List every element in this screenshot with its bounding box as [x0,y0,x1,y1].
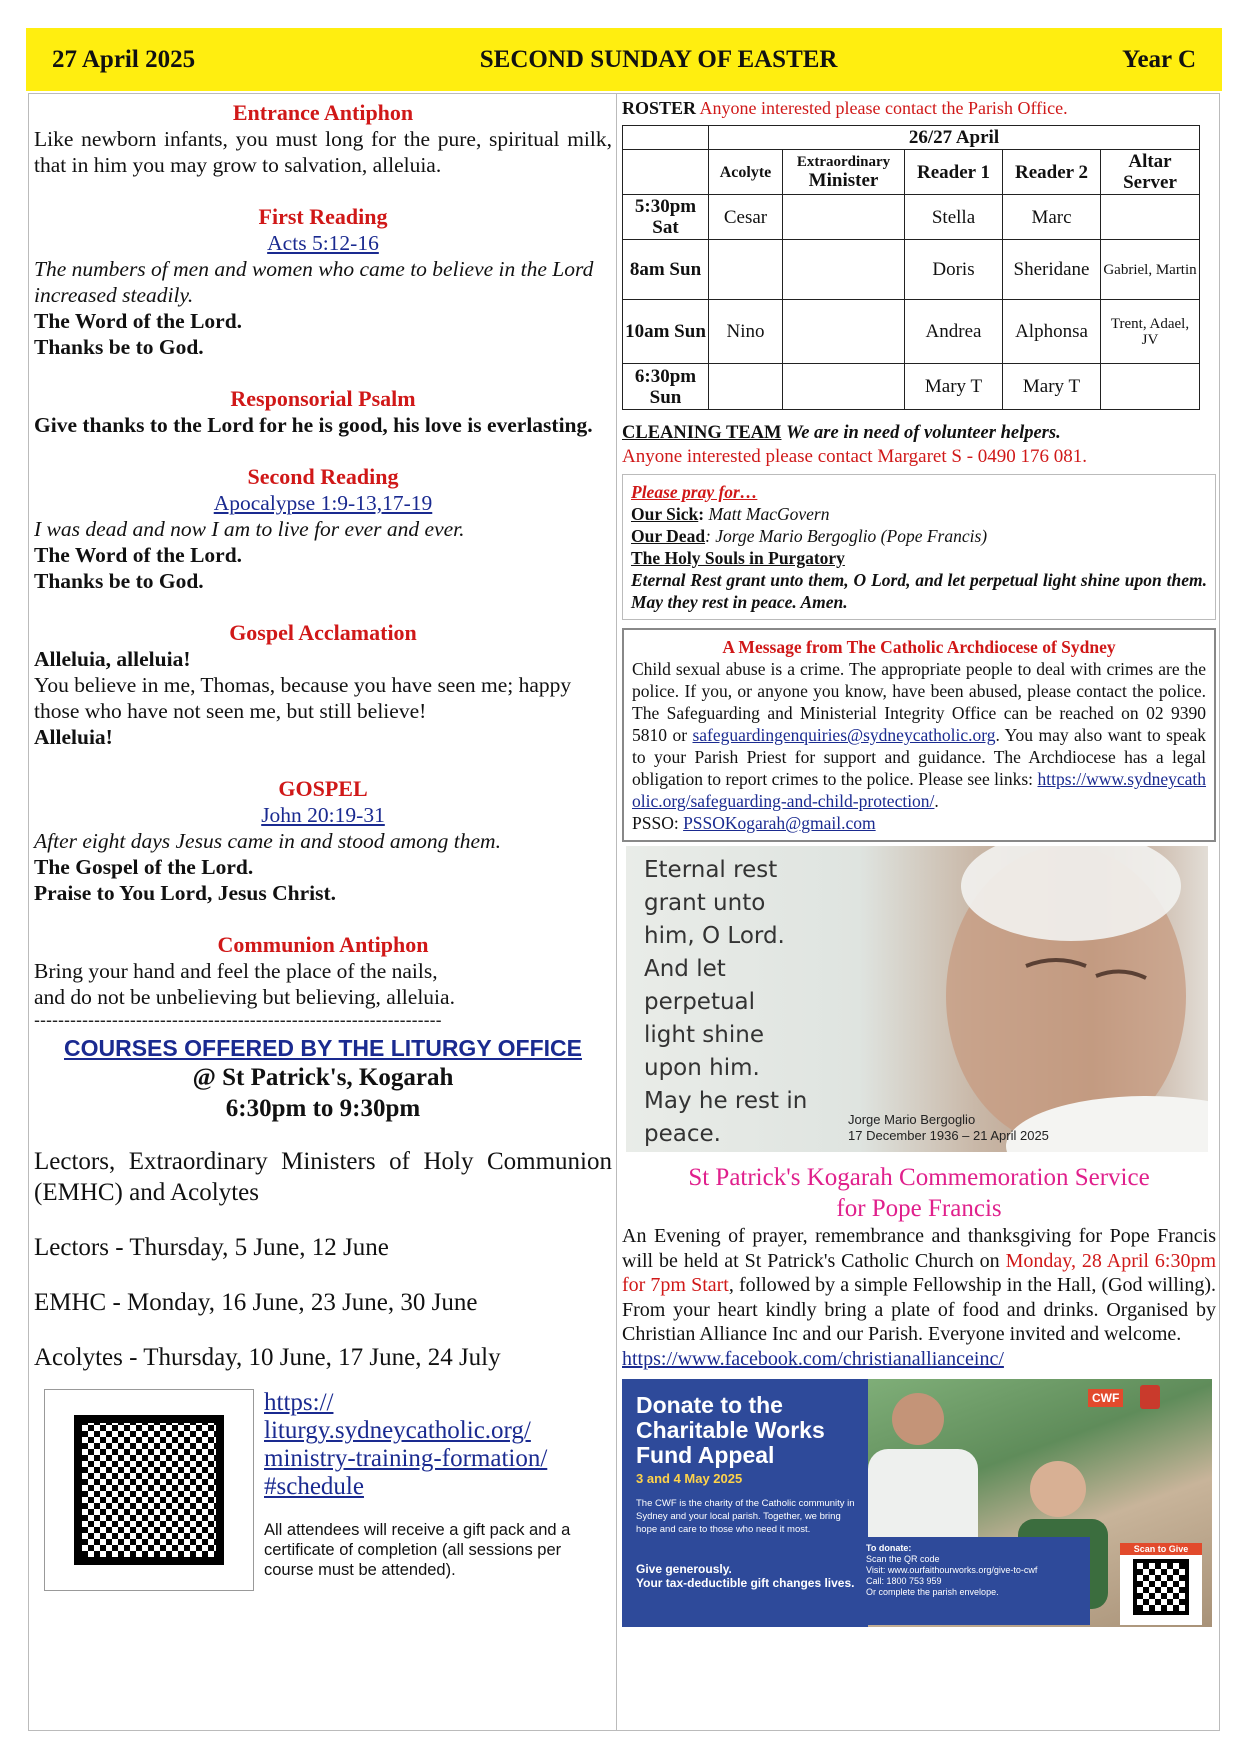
second-reading-summary: I was dead and now I am to live for ever and ever. [34,517,465,541]
pope-line: Eternal rest [644,857,778,883]
row-acolyte: Nino [709,300,783,364]
cwf-donate-label: To donate: [866,1543,912,1553]
dead-names: Jorge Mario Bergoglio (Pope Francis) [715,526,988,546]
gospel-heading: GOSPEL [278,776,368,801]
sick-names: Matt MacGovern [708,504,830,524]
pope-dates-caption: 17 December 1936 – 21 April 2025 [848,1128,1049,1143]
cwf-dates: 3 and 4 May 2025 [636,1471,743,1486]
row-reader-2: Alphonsa [1003,300,1101,364]
psalm-heading: Responsorial Psalm [230,386,416,411]
courses-qr-frame [44,1389,254,1591]
holy-souls: The Holy Souls in Purgatory [631,548,845,568]
commemoration-datetime: Monday, 28 April 6:30pm for 7pm Start [622,1249,1217,1296]
header-bar [26,28,1222,91]
dead-label: Our Dead [631,526,706,546]
first-reading-heading: First Reading [258,204,388,229]
communion-line-1: Bring your hand and feel the place of the nails, [34,959,438,983]
acclamation-heading: Gospel Acclamation [229,620,417,645]
second-reading-heading: Second Reading [247,464,399,489]
row-mass-time: 6:30pm Sun [623,364,709,410]
schedule-link-2[interactable]: liturgy.sydneycatholic.org/ [264,1417,531,1444]
row-mass-time: 10am Sun [623,300,709,364]
commemoration-text-1: An Evening of prayer, remembrance and thanksgiving for Pope Francis will be held at St Patrick's Catholic Church on [622,1225,1216,1272]
roster-note: Anyone interested please contact the Parish Office. [699,98,1068,118]
cleaning-need: We are in need of volunteer helpers. [786,423,1061,443]
pope-line: upon him. [644,1055,760,1081]
schedule-link-4[interactable]: #schedule [264,1473,364,1500]
psso-label: PSSO: [632,813,679,833]
cwf-title-1: Donate to the [636,1392,783,1418]
commemoration-text-2: , followed by a simple Fellowship in the Hall, (God willing). From your heart kindly bring a plate of food and drinks. Organised by Christian Alliance Inc and our Parish. Everyone invited and welcome. [622,1274,1216,1345]
first-reading-summary: The numbers of men and women who came to believe in the Lord increased steadily. [34,257,594,307]
roster-label: ROSTER [622,98,697,118]
second-reading-link[interactable]: Apocalypse 1:9-13,17-19 [213,491,433,515]
row-reader-1: Andrea [905,300,1003,364]
christian-alliance-link[interactable]: https://www.facebook.com/christianallianceinc/ [622,1347,1004,1370]
eternal-rest-prayer: Eternal Rest grant unto them, O Lord, and let perpetual light shine upon them. May they rest in peace. Amen. [631,570,1207,612]
courses-lectors: Lectors - Thursday, 5 June, 12 June [34,1234,389,1261]
col-extraordinary: Extraordinary [796,153,891,170]
first-reading-word: The Word of the Lord. [34,309,243,333]
gospel-word: The Gospel of the Lord. [34,855,254,879]
gospel-link[interactable]: John 20:19-31 [261,803,385,827]
cwf-appeal-banner [622,1379,1212,1627]
cwf-donate-2: Visit: www.ourfaithourworks.org/give-to-cwf [866,1565,1038,1575]
communion-line-2: and do not be unbelieving but believing, alleluia. [34,985,455,1009]
row-acolyte: Cesar [709,195,783,240]
pope-line: And let [644,956,726,982]
commemoration-body [622,1224,1216,1347]
col-minister: Minister [808,169,879,191]
column-divider [616,93,617,1731]
acclamation-alleluia: Alleluia, alleluia! [34,647,191,671]
row-server [1101,195,1200,240]
table-row [623,364,1200,410]
sick-label: Our Sick [631,504,699,524]
cwf-donate-3: Call: 1800 753 959 [866,1576,942,1586]
row-reader-2: Mary T [1003,364,1101,410]
section-divider: -------------------------------------------------------------------- [34,1010,442,1030]
row-server [1101,364,1200,410]
row-em [783,300,905,364]
row-reader-1: Stella [905,195,1003,240]
notices-column [622,98,1216,1627]
row-reader-1: Mary T [905,364,1003,410]
col-reader-1: Reader 1 [905,150,1003,195]
cwf-body: The CWF is the charity of the Catholic community in Sydney and your local parish. Together, we bring hope and care to those who need it most. [636,1498,855,1535]
entrance-heading: Entrance Antiphon [232,100,414,125]
row-em [783,240,905,300]
row-em [783,364,905,410]
first-reading-link[interactable]: Acts 5:12-16 [267,231,379,255]
cleaning-label: CLEANING TEAM [622,423,782,443]
col-acolyte: Acolyte [709,150,783,195]
row-reader-2: Marc [1003,195,1101,240]
qr-code-icon[interactable] [74,1415,224,1565]
catholic-archdiocese-logo-icon [1140,1385,1160,1409]
courses-venue: @ St Patrick's, Kogarah [192,1064,454,1091]
pope-memorial-image [626,846,1208,1152]
courses-intro: Lectors, Extraordinary Ministers of Holy Communion (EMHC) and Acolytes [34,1148,612,1206]
cwf-logo: CWF [1088,1389,1123,1407]
pope-line: peace. [644,1121,721,1147]
archdiocese-message: A Message from The Catholic Archdiocese of Sydney Child sexual abuse is a crime. The appropriate people to deal with crimes are the police. If you, or anyone you know, have been abused, please contact the police. The Safeguarding and Ministerial Integrity Office can be reached on 02 9390 5810 or safeguardingenquiries@sydneycatholic.org. You may also want to speak to your Parish Priest for support and guidance. The Archdiocese has a legal obligation to report crimes to the police. Please see links: https://www.sydneycatholic.org/safeguarding-and-child-protection/. PSSO: PSSOKogarah@gmail.com [622,628,1216,842]
courses-acolytes: Acolytes - Thursday, 10 June, 17 June, 24 July [34,1344,501,1371]
col-reader-2: Reader 2 [1003,150,1101,195]
message-body: Child sexual abuse is a crime. The appropriate people to deal with crimes are the police. If you, or anyone you know, have been abused, please contact the police. The Safeguarding and Ministerial Integrity Office can be reached on 02 9390 5810 or [632,659,1206,745]
acclamation-closing: Alleluia! [34,725,113,749]
gospel-summary: After eight days Jesus came in and stood among them. [34,829,501,853]
liturgical-year: Year C [1122,45,1196,73]
bulletin-title: SECOND SUNDAY OF EASTER [479,45,838,73]
col-altar-server: Altar Server [1101,150,1200,195]
row-reader-2: Sheridane [1003,240,1101,300]
acclamation-text: You believe in me, Thomas, because you have seen me; happy those who have not seen me, but still believe! [34,673,572,723]
roster-date-header: 26/27 April [709,126,1200,150]
psso-email-link[interactable]: PSSOKogarah@gmail.com [683,813,876,833]
cwf-scan-label: Scan to Give [1120,1543,1202,1555]
safeguarding-url-link[interactable]: https://www.sydneycatholic.org/safeguarding-and-child-protection/ [632,769,1207,811]
courses-emhc: EMHC - Monday, 16 June, 23 June, 30 June [34,1289,478,1316]
prayer-box: Please pray for… Our Sick: Matt MacGovern Our Dead: Jorge Mario Bergoglio (Pope Francis) The Holy Souls in Purgatory Eternal Rest grant unto them, O Lord, and let perpetual light shine upon them. May they rest in peace. Amen. [622,474,1216,620]
roster-table [622,125,1200,410]
commemoration-title-2: for Pope Francis [836,1195,1002,1222]
cleaning-contact: Anyone interested please contact Margaret S - 0490 176 081. [622,446,1088,467]
cwf-title-3: Fund Appeal [636,1442,775,1468]
table-row [623,300,1200,364]
second-reading-response: Thanks be to God. [34,569,204,593]
safeguarding-email-link[interactable]: safeguardingenquiries@sydneycatholic.org [692,725,996,745]
courses-time: 6:30pm to 9:30pm [225,1095,421,1122]
table-row [623,195,1200,240]
courses-title: COURSES OFFERED BY THE LITURGY OFFICE [64,1035,582,1061]
row-em [783,195,905,240]
pope-line: perpetual [644,989,756,1015]
row-server: Gabriel, Martin [1101,240,1200,300]
row-reader-1: Doris [905,240,1003,300]
pope-line: grant unto [644,890,766,916]
row-acolyte [709,240,783,300]
pope-name-caption: Jorge Mario Bergoglio [848,1112,976,1127]
cwf-donate-4: Or complete the parish envelope. [866,1587,999,1597]
schedule-link-3[interactable]: ministry-training-formation/ [264,1445,548,1472]
table-row [623,240,1200,300]
entrance-text: Like newborn infants, you must long for the pure, spiritual milk, that in him you may grow to salvation, alleluia. [34,127,612,177]
commemoration-title-1: St Patrick's Kogarah Commemoration Service [688,1164,1150,1191]
cwf-qr-code-icon[interactable] [1133,1559,1189,1615]
first-reading-response: Thanks be to God. [34,335,204,359]
row-acolyte [709,364,783,410]
courses-qr-block [34,1389,612,1599]
row-mass-time: 5:30pm Sat [623,195,709,240]
schedule-link-1[interactable]: https:// [264,1389,334,1416]
bulletin-date: 27 April 2025 [52,45,196,73]
message-heading: A Message from The Catholic Archdiocese of Sydney [722,637,1116,657]
row-mass-time: 8am Sun [623,240,709,300]
pope-line: light shine [644,1022,764,1048]
pray-heading: Please pray for… [631,482,758,502]
communion-heading: Communion Antiphon [217,932,429,957]
second-reading-word: The Word of the Lord. [34,543,243,567]
cwf-cta-2: Your tax-deductible gift changes lives. [636,1576,855,1590]
gospel-response: Praise to You Lord, Jesus Christ. [34,881,336,905]
cwf-donate-1: Scan the QR code [866,1554,940,1564]
message-body-2: . You may also want to speak to your Parish Priest for support and guidance. The Archdiocese has a legal obligation to report crimes to the police. Please see links: [632,725,1207,789]
courses-note: All attendees will receive a gift pack and a certificate of completion (all sessions per course must be attended). [264,1521,571,1579]
cwf-cta-1: Give generously. [636,1562,732,1576]
liturgy-column [34,100,612,1599]
pope-line: May he rest in [644,1088,808,1114]
row-server: Trent, Adael, JV [1101,300,1200,364]
pope-line: him, O Lord. [644,923,785,949]
cwf-title-2: Charitable Works [636,1417,825,1443]
psalm-response: Give thanks to the Lord for he is good, his love is everlasting. [34,413,593,437]
